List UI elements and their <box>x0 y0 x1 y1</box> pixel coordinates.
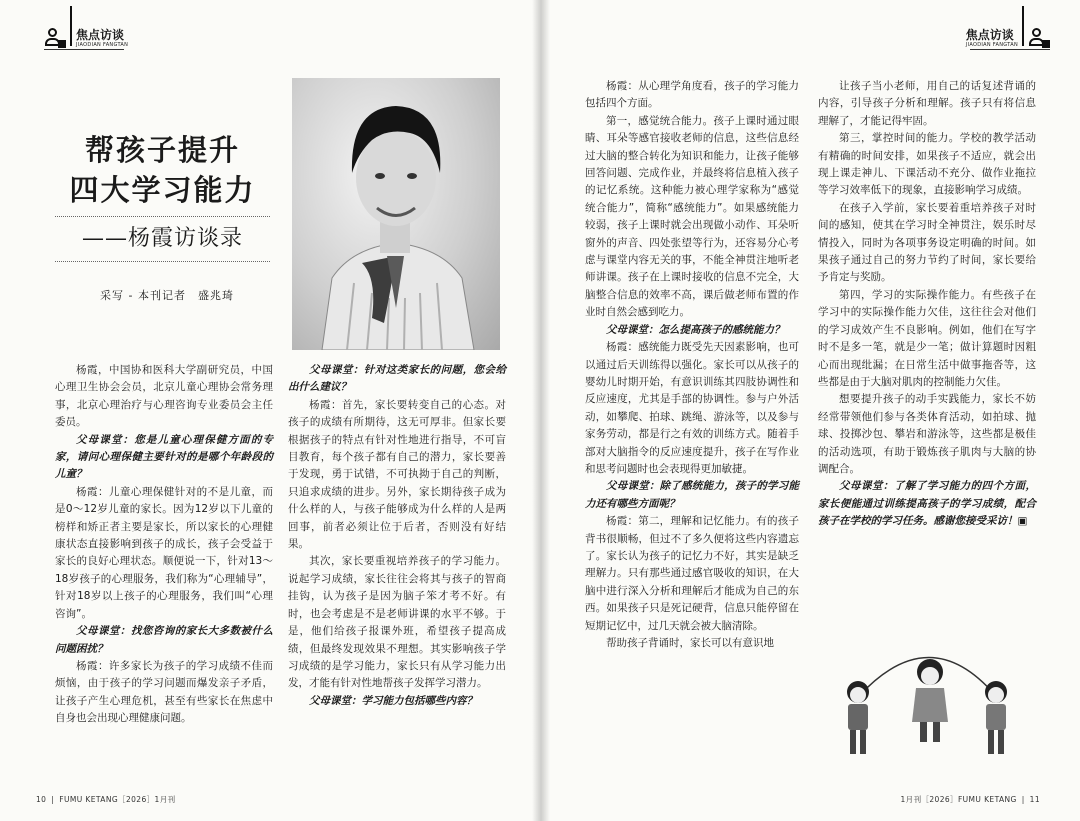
person-icon <box>1028 28 1050 48</box>
column-4 <box>818 78 1036 531</box>
column-1 <box>55 362 273 728</box>
paragraph: 第三，掌控时间的能力。学校的教学活动有精确的时间安排，如果孩子不适应，就会出现上课走神儿、下课活动不充分、做作业拖拉等学习效率低下的现象，直接影响学习成绩。 <box>818 132 1036 197</box>
paragraph: 第四，学习的实际操作能力。有些孩子在学习中的实际操作能力欠佳，这往往会对他们的学习成效产生不良影响。例如，他们在写字时不是多一笔，就是少一笔；做计算题时因粗心而出现纰漏；在日常生活中做事拖沓等，这些都是由于大脑对肌肉的控制能力欠佳。 <box>818 288 1036 388</box>
footer-right: 1月刊［2026］FUMU KETANG | 11 <box>900 795 1040 804</box>
page-number: 10 <box>36 795 47 804</box>
section-title-en: JIAODIAN FANGTAN <box>965 42 1018 48</box>
header-rule <box>44 49 124 50</box>
header-bar <box>70 6 72 46</box>
paragraph: 其次，家长要重视培养孩子的学习能力。说起学习成绩，家长往往会将其与孩子的智商挂钩，认为孩子是因为脑子笨才考不好。有时，也会考虑是不是老师讲课的水平不够。于是，他们给孩子报课外班，希望孩子提高成绩，但最终发现效果不理想。其实影响孩子学习成绩的是学习能力，家长只有从学习能力出发，才能有针对性地帮孩子发挥学习潜力。 <box>288 555 506 690</box>
title-block <box>55 130 270 268</box>
column-2 <box>288 362 506 710</box>
paragraph: 在孩子入学前，家长要着重培养孩子对时间的感知，使其在学习时全神贯注，娱乐时尽情投入，同时为各项事务设定明确的时间。如果孩子通过自己的努力节约了时间，家长要给予肯定与奖励。 <box>818 201 1036 284</box>
answer: 杨霞：从心理学角度看，孩子的学习能力包括四个方面。 <box>585 80 799 110</box>
running-header-right <box>966 28 1050 48</box>
answer: 杨霞：第二，理解和记忆能力。有的孩子背书很顺畅，但过不了多久便将这些内容遗忘了。家长认为孩子的记忆力不好，其实是缺乏理解力。只有那些通过感官吸收的知识，在大脑中进行深入分析和理解后才能成为自己的东西。如果孩子只是死记硬背，信息只能停留在短期记忆中，过几天就会被大脑清除。 <box>585 515 799 632</box>
answer: 杨霞：首先，家长要转变自己的心态。对孩子的成绩有所期待，这无可厚非。但家长要根据孩子的特点有针对性地进行指导，不可盲目教育，每个孩子都有自己的潜力，家长要善于发现，勇于试错，不可执拗于自己的判断，只追求成绩的进步。另外，家长期待孩子成为什么样的人，与孩子能够成为什么样的人是两回事，前者必须让位于后者，否则没有好结果。 <box>288 398 506 551</box>
bio-paragraph: 杨霞，中国协和医科大学副研究员，中国心理卫生协会会员，北京儿童心理协会常务理事，北京心理治疗与心理咨询专业委员会主任委员。 <box>55 364 273 429</box>
title-divider <box>55 216 270 217</box>
question: 父母课堂：您是儿童心理保健方面的专家，请问心理保健主要针对的是哪个年龄段的儿童？ <box>55 433 273 481</box>
byline: 采写 - 本刊记者 盛兆琦 <box>100 289 234 302</box>
running-header-left <box>44 28 128 48</box>
paragraph: 想要提升孩子的动手实践能力，家长不妨经常带领他们参与各类体育活动，如拍球、抛球、投掷沙包、攀岩和游泳等，这些都是极佳的活动选项，有助于锻炼孩子肌肉与大脑的协调配合。 <box>818 393 1036 475</box>
answer: 杨霞：感统能力既受先天因素影响，也可以通过后天训练得以强化。家长可以从孩子的婴幼儿时期开始，有意识训练其四肢协调性和反应速度，尤其是手部的协调性。参与户外活动，如攀爬、拍球、跳绳、游泳等，以及参与家务劳动，都是行之有效的训练方式。随着手部对大脑指令的反应速度提升，孩子在写作业和思考问题时也会表现得更加敏捷。 <box>585 341 799 475</box>
article-title-line1: 帮孩子提升 <box>84 133 240 167</box>
question: 父母课堂：找您咨询的家长大多数被什么问题困扰？ <box>55 625 273 655</box>
header-bar <box>1022 6 1024 46</box>
magazine-issue: FUMU KETANG［2026］1月刊 <box>59 795 176 804</box>
subtitle-divider <box>55 261 270 262</box>
question: 父母课堂：学习能力包括哪些内容？ <box>309 694 477 707</box>
question: 父母课堂：了解了学习能力的四个方面，家长便能通过训练提高孩子的学习成绩，配合孩子在学校的学习任务。感谢您接受采访！▣ <box>818 480 1036 528</box>
section-title: 焦点访谈 <box>76 28 125 42</box>
header-rule <box>970 49 1050 50</box>
paragraph: 帮助孩子背诵时，家长可以有意识地 <box>606 637 774 649</box>
children-jump-rope-illustration <box>830 640 1030 765</box>
section-title-en: JIAODIAN FANGTAN <box>76 42 129 48</box>
article-title-line2: 四大学习能力 <box>69 173 256 207</box>
person-icon <box>44 28 66 48</box>
paragraph: 第一，感觉统合能力。孩子上课时通过眼睛、耳朵等感官接收老师的信息，这些信息经过大脑的整合转化为知识和能力，让孩子能够回答问题、完成作业，并最终将信息植入孩子的记忆系统。这种能力被心理学家称为“感觉统合能力”，简称“感统能力”。如果感统能力较弱，孩子上课时就会出现做小动作、耳朵听窗外的声音、四处张望等行为，还容易分心考虑与课堂内容无关的事，不能全神贯注地听老师讲课。孩子在上课时接收的信息不完全，大脑整合信息的效率不高，课后做老师布置的作业时自然会感到吃力。 <box>585 114 799 319</box>
page-number: 11 <box>1029 795 1040 804</box>
footer-left: 10 | FUMU KETANG［2026］1月刊 <box>36 795 176 804</box>
answer: 杨霞：许多家长为孩子的学习成绩不佳而烦恼，由于孩子的学习问题而爆发亲子矛盾，让孩子产生心理危机，甚至有些家长在焦虑中自身也会出现心理健康问题。 <box>55 659 273 725</box>
question: 父母课堂：除了感统能力，孩子的学习能力还有哪些方面呢？ <box>585 480 799 510</box>
interviewee-photo <box>292 78 500 350</box>
question: 父母课堂：怎么提高孩子的感统能力？ <box>606 323 785 336</box>
paragraph: 让孩子当小老师，用自己的话复述背诵的内容，引导孩子分析和理解。孩子只有将信息理解了，才能记得牢固。 <box>818 80 1036 127</box>
question: 父母课堂：针对这类家长的问题，您会给出什么建议？ <box>288 364 506 394</box>
column-3 <box>585 78 799 652</box>
magazine-issue: 1月刊［2026］FUMU KETANG <box>900 795 1017 804</box>
section-title: 焦点访谈 <box>965 28 1014 42</box>
answer: 杨霞：儿童心理保健针对的不是儿童，而是0～12岁儿童的家长。因为12岁以下儿童的榜样和矫正者主要是家长，所以家长的心理健康状态直接影响到孩子的成长，孩子会受益于家长的良好心理状态。顺便说一下，针对13～18岁孩子的心理服务，我们称为“心理辅导”，针对18岁以上孩子的心理服务，我们叫“心理咨询”。 <box>55 485 273 620</box>
article-subtitle: ——杨霞访谈录 <box>81 226 243 251</box>
